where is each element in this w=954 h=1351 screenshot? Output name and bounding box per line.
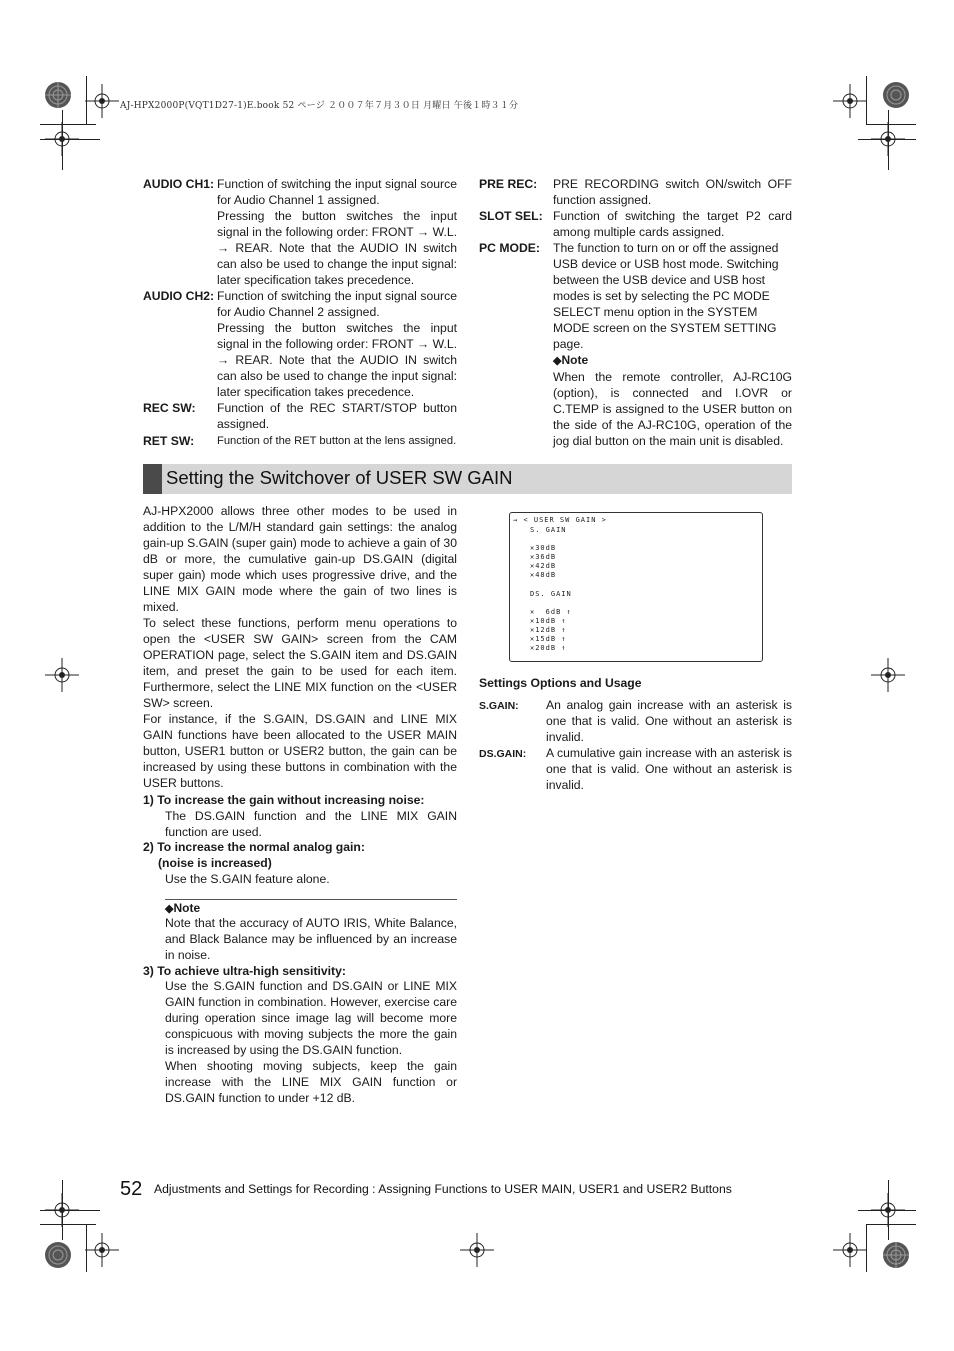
- menu-dsgain-item: ✕15dB ↑: [530, 635, 567, 643]
- definition-term: AUDIO CH2:: [143, 289, 215, 303]
- numbered-item-1: [143, 792, 457, 839]
- numbered-body: When shooting moving subjects, keep the gain increase with the LINE MIX GAIN function or DS.GAIN function to under +12 dB.: [165, 1059, 457, 1105]
- definition-text: Pressing the button switches the input signal in the following order: FRONT → W.L. → REAR. Note that the AUDIO IN switch can also be used to change the input signal: later specification takes precedence.: [217, 321, 457, 399]
- option-term: DS.GAIN:: [479, 748, 527, 760]
- menu-title: → < USER SW GAIN >: [513, 516, 607, 524]
- definition-term: PC MODE:: [479, 241, 540, 255]
- note-heading: ◆Note: [165, 901, 201, 915]
- definition-text: Function of switching the input signal source for Audio Channel 1 assigned.: [217, 177, 457, 207]
- option-term: S.GAIN:: [479, 700, 519, 712]
- menu-sgain-item: ✕48dB: [530, 571, 557, 579]
- numbered-subheading: (noise is increased): [158, 856, 272, 870]
- numbered-body: Use the S.GAIN function and DS.GAIN or LINE MIX GAIN function in combination. However, exercise care during operation since image lag will become more conspicuous with moving subjects the more the gain is increased by using the DS.GAIN function.: [165, 979, 457, 1057]
- registration-roundel-icon: [43, 80, 73, 110]
- note-text: Note that the accuracy of AUTO IRIS, White Balance, and Black Balance may be influenced by an increase in noise.: [165, 916, 457, 962]
- user-sw-gain-menu-screen: [509, 512, 763, 662]
- diamond-icon: ◆: [553, 355, 562, 367]
- section-heading-bar: [143, 464, 792, 494]
- definition-text: Pressing the button switches the input signal in the following order: FRONT → W.L. → REAR. Note that the AUDIO IN switch can also be used to change the input signal: later specification takes precedence.: [217, 209, 457, 287]
- crosshair-mark-icon: [833, 84, 867, 118]
- paragraph: AJ-HPX2000 allows three other modes to be used in addition to the L/M/H standard gain settings: the analog gain-up S.GAIN (super gain) mode to achieve a gain of 30 dB or more, the cumulative gain-up DS.GAIN (digital super gain) mode which uses progressive drive, and the LINE MIX GAIN mode where the gain of two lines is mixed.: [143, 504, 457, 614]
- numbered-item-3: [143, 963, 457, 1105]
- crosshair-mark-icon: [871, 1193, 905, 1227]
- crosshair-mark-icon: [45, 1193, 79, 1227]
- definition-term: AUDIO CH1:: [143, 177, 215, 191]
- menu-sgain-item: ✕30dB: [530, 544, 557, 552]
- definition-text: The function to turn on or off the assigned USB device or USB host mode. Switching between the USB device and USB host modes is set by selecting the PC MODE SELECT menu option in the SYSTEM MODE screen on the SYSTEM SETTING page.: [553, 241, 779, 351]
- definition-text: Function of the RET button at the lens assigned.: [217, 435, 457, 447]
- crosshair-mark-icon: [460, 1233, 494, 1267]
- numbered-heading: 1) To increase the gain without increasing noise:: [143, 793, 425, 807]
- definition-text: Function of the REC START/STOP button assigned.: [217, 401, 457, 431]
- definition-text: Function of switching the input signal source for Audio Channel 2 assigned.: [217, 289, 457, 319]
- menu-dsgain-item: ✕10dB ↑: [530, 617, 567, 625]
- footer-chapter-title: Adjustments and Settings for Recording : Assigning Functions to USER MAIN, USER1 and USER2 Buttons: [154, 1182, 732, 1196]
- numbered-heading: 2) To increase the normal analog gain:: [143, 840, 365, 854]
- definition-term: PRE REC:: [479, 177, 538, 191]
- menu-dsgain-item: ✕20dB ↑: [530, 644, 567, 652]
- paragraph: For instance, if the S.GAIN, DS.GAIN and LINE MIX GAIN functions have been allocated to the USER MAIN button, USER1 button or USER2 button, the gain can be increased by using these buttons in combination with the USER buttons.: [143, 712, 457, 790]
- note-noise: [165, 900, 457, 962]
- crosshair-mark-icon: [45, 122, 79, 156]
- intro-text: [143, 503, 457, 791]
- crosshair-mark-icon: [85, 1233, 119, 1267]
- crosshair-mark-icon: [871, 658, 905, 692]
- menu-dsgain-label: DS. GAIN: [530, 590, 572, 598]
- menu-dsgain-item: ✕ 6dB ↑: [530, 608, 572, 616]
- numbered-body: Use the S.GAIN feature alone.: [165, 872, 330, 886]
- definition-term: RET SW:: [143, 434, 195, 448]
- crosshair-mark-icon: [45, 658, 79, 692]
- menu-sgain-label: S. GAIN: [530, 526, 567, 534]
- menu-sgain-item: ✕42dB: [530, 562, 557, 570]
- registration-roundel-icon: [881, 1240, 911, 1270]
- registration-roundel-icon: [881, 80, 911, 110]
- option-text: An analog gain increase with an asterisk is one that is valid. One without an asterisk is invalid.: [546, 698, 792, 744]
- numbered-body: The DS.GAIN function and the LINE MIX GAIN function are used.: [165, 809, 457, 839]
- diamond-icon: ◆: [165, 903, 174, 915]
- menu-dsgain-item: ✕12dB ↑: [530, 626, 567, 634]
- numbered-item-2: [143, 839, 457, 886]
- menu-sgain-item: ✕36dB: [530, 553, 557, 561]
- section-title: Setting the Switchover of USER SW GAIN: [166, 467, 513, 488]
- note-text: When the remote controller, AJ-RC10G (option), is connected and I.OVR or C.TEMP is assigned to the USER button on the side of the AJ-RC10G, operation of the jog dial button on the main unit is disabled.: [553, 370, 792, 448]
- book-file-info: AJ-HPX2000P(VQT1D27-1)E.book 52 ページ ２００７年７月３０日 月曜日 午後１時３１分: [120, 101, 519, 111]
- registration-roundel-icon: [43, 1240, 73, 1270]
- numbered-heading: 3) To achieve ultra-high sensitivity:: [143, 964, 346, 978]
- definition-term: REC SW:: [143, 401, 196, 415]
- options-heading: Settings Options and Usage: [479, 676, 642, 690]
- definition-term: SLOT SEL:: [479, 209, 543, 223]
- note-remote-controller: [553, 352, 792, 448]
- option-text: A cumulative gain increase with an asterisk is one that is valid. One without an asterisk is invalid.: [546, 746, 792, 792]
- definition-text: Function of switching the target P2 card among multiple cards assigned.: [553, 209, 792, 239]
- definition-text: PRE RECORDING switch ON/switch OFF function assigned.: [553, 177, 792, 207]
- paragraph: To select these functions, perform menu operations to open the <USER SW GAIN> screen from the CAM OPERATION page, select the S.GAIN item and DS.GAIN item, and preset the gain to be used for each item. Furthermore, select the LINE MIX function on the <USER SW> screen.: [143, 616, 457, 710]
- note-heading: ◆Note: [553, 353, 589, 367]
- page-number: 52: [120, 1178, 143, 1200]
- section-accent: [143, 464, 162, 494]
- crosshair-mark-icon: [871, 122, 905, 156]
- crosshair-mark-icon: [85, 84, 119, 118]
- crosshair-mark-icon: [833, 1233, 867, 1267]
